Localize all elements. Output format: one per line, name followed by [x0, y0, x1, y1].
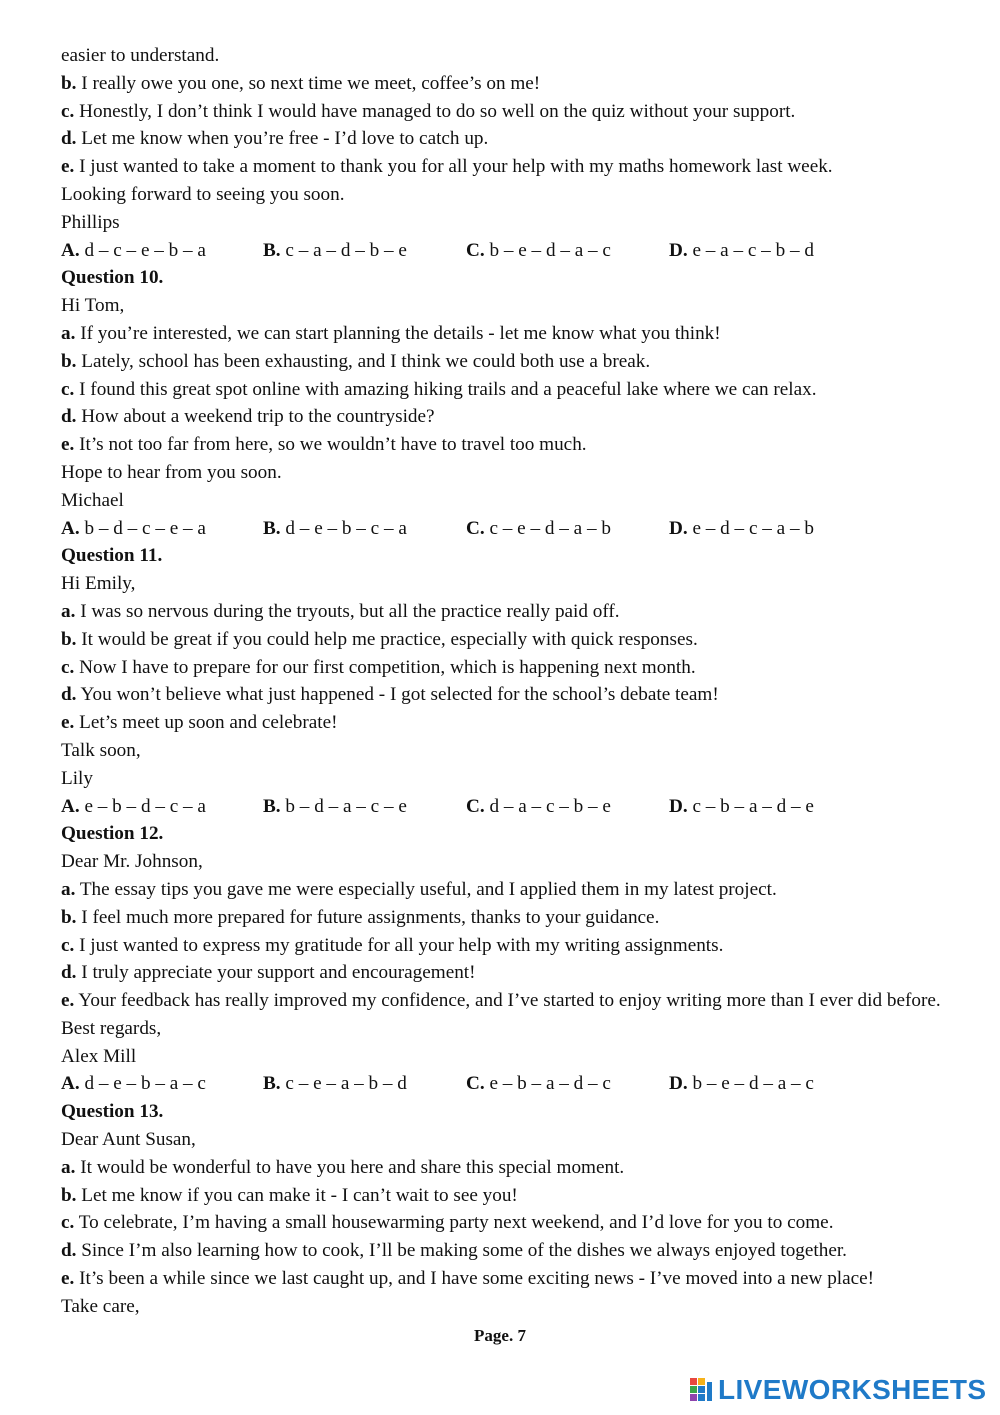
letter-line: b. Let me know if you can make it - I can’t wait to see you!: [61, 1184, 518, 1206]
option-a[interactable]: A. b – d – c – e – a: [61, 517, 206, 539]
letter-line: e. I just wanted to take a moment to thank you for all your help with my maths homework last week.: [61, 156, 833, 178]
letter-line: d. I truly appreciate your support and encouragement!: [61, 962, 476, 984]
brand-name: LIVEWORKSHEETS: [718, 1374, 987, 1405]
letter-line: a. It would be wonderful to have you here and share this special moment.: [61, 1156, 625, 1178]
option-d[interactable]: D. e – a – c – b – d: [669, 239, 814, 261]
letter-line: e. Let’s meet up soon and celebrate!: [61, 712, 338, 734]
letter-line: Hi Tom,: [61, 295, 125, 317]
option-c[interactable]: C. c – e – d – a – b: [466, 517, 611, 539]
worksheet-page: [61, 42, 951, 1321]
letter-line: e. It’s been a while since we last caught up, and I have some exciting news - I’ve moved into a new place!: [61, 1268, 875, 1290]
option-b[interactable]: B. d – e – b – c – a: [263, 517, 407, 539]
letter-line: c. I just wanted to express my gratitude for all your help with my writing assignments.: [61, 934, 724, 956]
letter-line: c. Honestly, I don’t think I would have managed to do so well on the quiz without your support.: [61, 100, 796, 122]
letter-line: b. It would be great if you could help me practice, especially with quick responses.: [61, 628, 698, 650]
letter-line: easier to understand.: [61, 45, 220, 66]
letter-line: Hi Emily,: [61, 573, 136, 595]
answer-options: [61, 515, 951, 543]
question-title: Question 12.: [61, 823, 164, 845]
option-c[interactable]: C. d – a – c – b – e: [466, 795, 611, 817]
option-b[interactable]: B. c – a – d – b – e: [263, 239, 407, 261]
option-c[interactable]: C. b – e – d – a – c: [466, 239, 611, 261]
letter-line: d. Since I’m also learning how to cook, I’ll be making some of the dishes we always enjoyed together.: [61, 1240, 847, 1262]
letter-line: Michael: [61, 489, 124, 511]
letter-line: Best regards,: [61, 1017, 162, 1039]
option-a[interactable]: A. d – c – e – b – a: [61, 239, 206, 261]
answer-options: [61, 1070, 951, 1098]
answer-options: [61, 237, 951, 265]
letter-line: c. I found this great spot online with amazing hiking trails and a peaceful lake where we can relax.: [61, 378, 817, 400]
answer-options: [61, 793, 951, 821]
option-b[interactable]: B. c – e – a – b – d: [263, 1073, 407, 1095]
question-12: [61, 820, 951, 1098]
question-10: [61, 264, 951, 542]
option-d[interactable]: D. c – b – a – d – e: [669, 795, 814, 817]
letter-line: Dear Mr. Johnson,: [61, 851, 203, 873]
letter-line: d. You won’t believe what just happened - I got selected for the school’s debate team!: [61, 684, 719, 706]
letter-line: e. Your feedback has really improved my confidence, and I’ve started to enjoy writing more than I ever did before.: [61, 990, 941, 1012]
liveworksheets-brand[interactable]: [689, 1373, 987, 1407]
question-title: Question 13.: [61, 1101, 164, 1123]
page-number: Page. 7: [474, 1326, 526, 1345]
option-a[interactable]: A. d – e – b – a – c: [61, 1073, 206, 1095]
letter-line: Hope to hear from you soon.: [61, 461, 282, 483]
letter-line: c. Now I have to prepare for our first competition, which is happening next month.: [61, 656, 696, 678]
letter-line: a. If you’re interested, we can start planning the details - let me know what you think!: [61, 322, 721, 344]
option-a[interactable]: A. e – b – d – c – a: [61, 795, 206, 817]
letter-line: Talk soon,: [61, 739, 141, 761]
letter-line: Take care,: [61, 1295, 140, 1317]
letter-line: d. Let me know when you’re free - I’d love to catch up.: [61, 128, 489, 150]
letter-line: Dear Aunt Susan,: [61, 1129, 196, 1151]
question-title: Question 10.: [61, 267, 164, 289]
question-11: [61, 542, 951, 820]
letter-line: c. To celebrate, I’m having a small housewarming party next weekend, and I’d love for you to come.: [61, 1212, 834, 1234]
option-d[interactable]: D. e – d – c – a – b: [669, 517, 814, 539]
letter-line: b. I feel much more prepared for future assignments, thanks to your guidance.: [61, 906, 660, 928]
option-d[interactable]: D. b – e – d – a – c: [669, 1073, 814, 1095]
letter-line: Alex Mill: [61, 1045, 137, 1067]
question-title: Question 11.: [61, 545, 163, 567]
letter-line: a. I was so nervous during the tryouts, but all the practice really paid off.: [61, 600, 620, 622]
question-13: [61, 1098, 951, 1320]
letter-line: Phillips: [61, 211, 120, 233]
letter-line: d. How about a weekend trip to the countryside?: [61, 406, 435, 428]
letter-line: Lily: [61, 767, 93, 789]
option-b[interactable]: B. b – d – a – c – e: [263, 795, 407, 817]
letter-line: a. The essay tips you gave me were especially useful, and I applied them in my latest project.: [61, 878, 777, 900]
question-9-continued: [61, 42, 951, 264]
letter-line: b. I really owe you one, so next time we meet, coffee’s on me!: [61, 72, 541, 94]
option-c[interactable]: C. e – b – a – d – c: [466, 1073, 611, 1095]
letter-line: Looking forward to seeing you soon.: [61, 183, 345, 205]
letter-line: e. It’s not too far from here, so we wouldn’t have to travel too much.: [61, 434, 587, 456]
letter-line: b. Lately, school has been exhausting, and I think we could both use a break.: [61, 350, 651, 372]
liveworksheets-logo-icon: [689, 1376, 715, 1404]
